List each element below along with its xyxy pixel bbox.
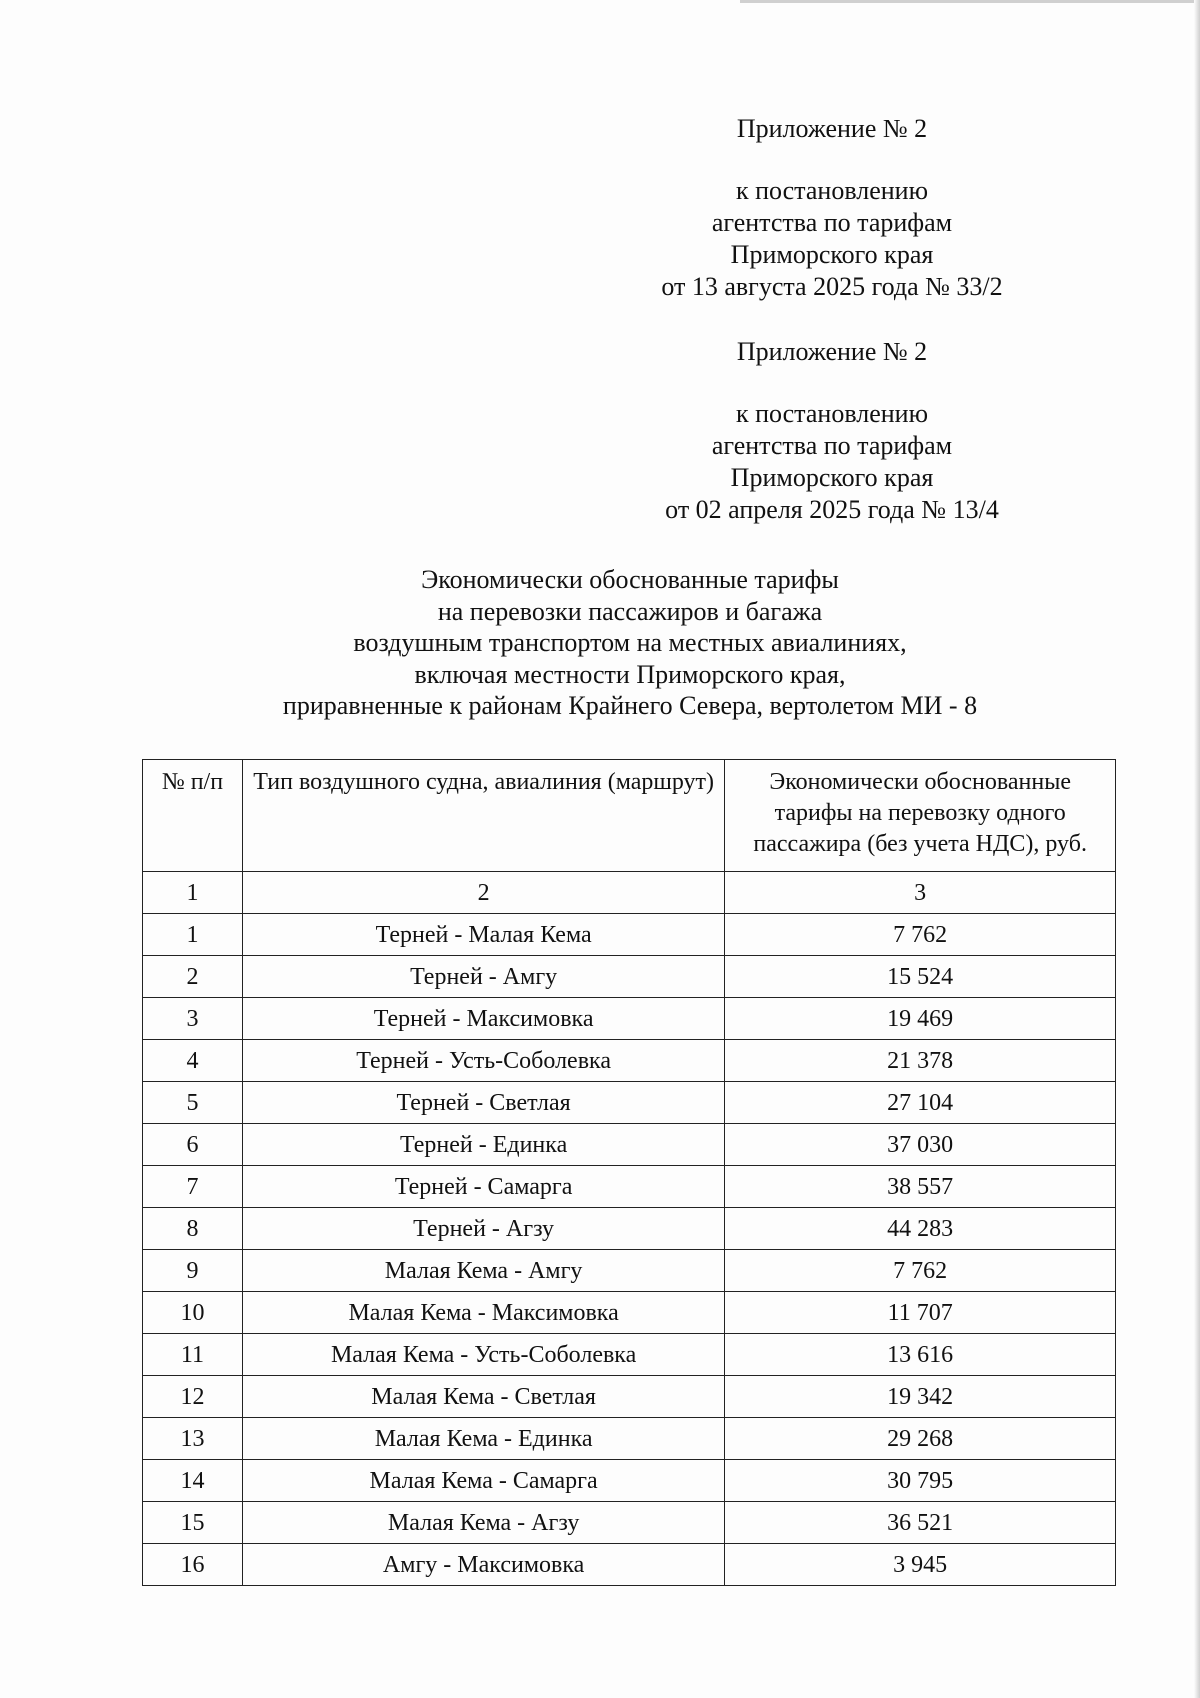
route-cell: Терней - Малая Кема <box>242 914 724 956</box>
tariff-cell: 21 378 <box>725 1040 1116 1082</box>
row-number-cell: 15 <box>143 1502 243 1544</box>
row-number-cell: 11 <box>143 1334 243 1376</box>
table-row <box>143 1166 1116 1208</box>
annex-block-original <box>622 336 1042 526</box>
tariff-cell: 30 795 <box>725 1460 1116 1502</box>
table-row <box>143 1292 1116 1334</box>
tariff-cell: 7 762 <box>725 914 1116 956</box>
table-header-row <box>143 760 1116 872</box>
tariff-cell: 7 762 <box>725 1250 1116 1292</box>
table-row <box>143 956 1116 998</box>
route-cell: Малая Кема - Усть-Соболевка <box>242 1334 724 1376</box>
header-route: Тип воздушного судна, авиалиния (маршрут) <box>242 760 724 872</box>
row-number-cell: 14 <box>143 1460 243 1502</box>
row-number-cell: 1 <box>143 914 243 956</box>
route-cell: Амгу - Максимовка <box>242 1544 724 1586</box>
header-tariff: Экономически обоснованные тарифы на перевозку одного пассажира (без учета НДС), руб. <box>725 760 1116 872</box>
table-row <box>143 914 1116 956</box>
table-row <box>143 1502 1116 1544</box>
tariff-cell: 11 707 <box>725 1292 1116 1334</box>
row-number-cell: 12 <box>143 1376 243 1418</box>
title-line: воздушным транспортом на местных авиалиниях, <box>353 628 907 657</box>
row-number-cell: 8 <box>143 1208 243 1250</box>
route-cell: Терней - Усть-Соболевка <box>242 1040 724 1082</box>
row-number-cell: 16 <box>143 1544 243 1586</box>
tariff-cell: 19 342 <box>725 1376 1116 1418</box>
row-number-cell: 7 <box>143 1166 243 1208</box>
title-line: на перевозки пассажиров и багажа <box>437 596 823 626</box>
title-line: приравненные к районам Крайнего Севера, вертолетом МИ - 8 <box>282 691 978 720</box>
table-row <box>143 1040 1116 1082</box>
page-edge-right <box>1194 0 1200 1698</box>
route-cell: Малая Кема - Максимовка <box>242 1292 724 1334</box>
annex-line: к постановлению <box>735 399 929 428</box>
title-line: включая местности Приморского края, <box>414 659 846 689</box>
table-row <box>143 1418 1116 1460</box>
tariff-cell: 19 469 <box>725 998 1116 1040</box>
tariff-cell: 37 030 <box>725 1124 1116 1166</box>
row-number-cell: 10 <box>143 1292 243 1334</box>
row-number-cell: 4 <box>143 1040 243 1082</box>
tariff-cell: 38 557 <box>725 1166 1116 1208</box>
annex-line: к постановлению <box>735 176 929 205</box>
table-row <box>143 1544 1116 1586</box>
column-number-cell: 2 <box>242 872 724 914</box>
route-cell: Малая Кема - Агзу <box>242 1502 724 1544</box>
route-cell: Малая Кема - Самарга <box>242 1460 724 1502</box>
route-cell: Малая Кема - Единка <box>242 1418 724 1460</box>
annex-title: Приложение № 2 <box>736 114 928 143</box>
table-row <box>143 1376 1116 1418</box>
annex-line: агентства по тарифам <box>711 431 953 460</box>
table-row <box>143 1082 1116 1124</box>
tariff-cell: 36 521 <box>725 1502 1116 1544</box>
row-number-cell: 13 <box>143 1418 243 1460</box>
table-row <box>143 1334 1116 1376</box>
route-cell: Малая Кема - Амгу <box>242 1250 724 1292</box>
tariff-cell: 44 283 <box>725 1208 1116 1250</box>
tariff-cell: 27 104 <box>725 1082 1116 1124</box>
tariff-cell: 29 268 <box>725 1418 1116 1460</box>
row-number-cell: 9 <box>143 1250 243 1292</box>
route-cell: Терней - Светлая <box>242 1082 724 1124</box>
route-cell: Терней - Агзу <box>242 1208 724 1250</box>
route-cell: Терней - Амгу <box>242 956 724 998</box>
table-row <box>143 1250 1116 1292</box>
table-row <box>143 998 1116 1040</box>
annex-line: Приморского края <box>730 240 934 269</box>
row-number-cell: 2 <box>143 956 243 998</box>
annex-date-line: от 13 августа 2025 года № 33/2 <box>661 272 1003 301</box>
annex-title: Приложение № 2 <box>736 337 928 366</box>
annex-line: Приморского края <box>730 463 934 492</box>
title-line: Экономически обоснованные тарифы <box>421 565 839 594</box>
row-number-cell: 5 <box>143 1082 243 1124</box>
annex-date-line: от 02 апреля 2025 года № 13/4 <box>665 495 999 524</box>
route-cell: Малая Кема - Светлая <box>242 1376 724 1418</box>
column-number-row <box>143 872 1116 914</box>
tariff-cell: 15 524 <box>725 956 1116 998</box>
route-cell: Терней - Максимовка <box>242 998 724 1040</box>
annex-line: агентства по тарифам <box>711 208 953 237</box>
header-number: № п/п <box>143 760 243 872</box>
route-cell: Терней - Самарга <box>242 1166 724 1208</box>
row-number-cell: 6 <box>143 1124 243 1166</box>
table-row <box>143 1460 1116 1502</box>
annex-block-current <box>622 113 1042 303</box>
page-edge-top <box>740 0 1200 3</box>
table-row <box>143 1208 1116 1250</box>
tariff-cell: 3 945 <box>725 1544 1116 1586</box>
row-number-cell: 3 <box>143 998 243 1040</box>
column-number-cell: 3 <box>725 872 1116 914</box>
tariff-cell: 13 616 <box>725 1334 1116 1376</box>
column-number-cell: 1 <box>143 872 243 914</box>
document-title <box>150 564 1110 722</box>
tariff-table <box>142 759 1116 1586</box>
table-row <box>143 1124 1116 1166</box>
route-cell: Терней - Единка <box>242 1124 724 1166</box>
